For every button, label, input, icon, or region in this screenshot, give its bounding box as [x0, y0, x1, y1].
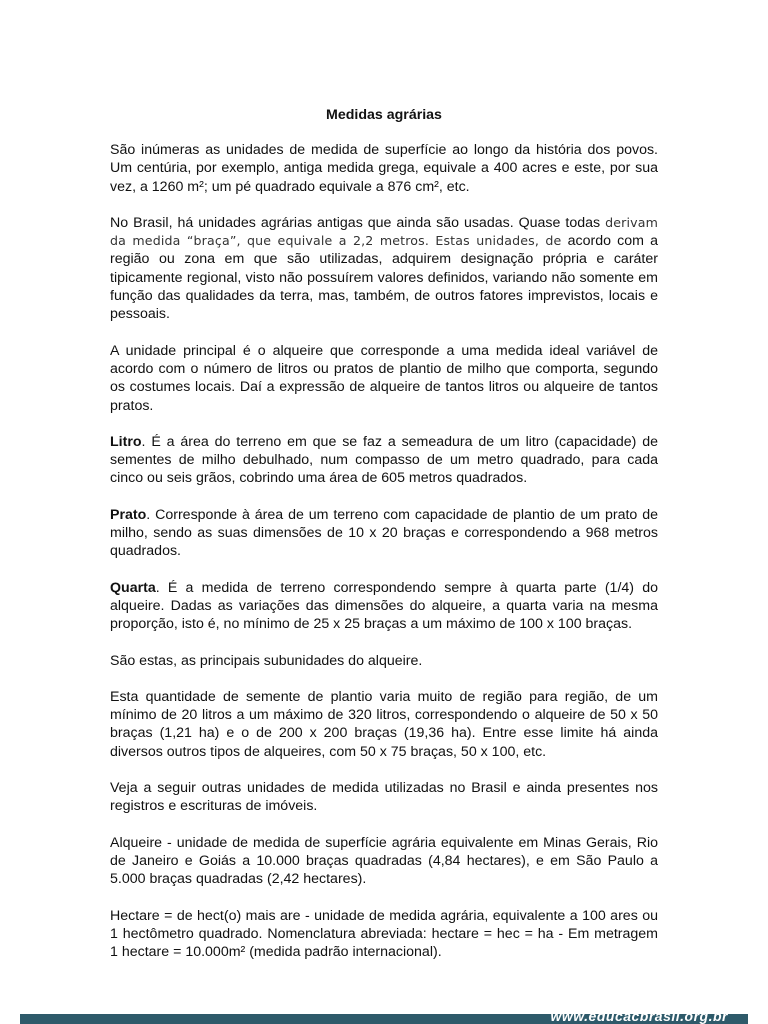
paragraph-brasil-part3: acordo com a região ou zona em que são utilizadas, adquirem designação própria e caráter tipicamente regional, visto não possuírem valores definidos, variando não somente em função das qualidades da terra, mas, também, de outros fatores imprevistos, locais e pessoais.	[110, 233, 658, 323]
paragraph-prato	[110, 506, 658, 561]
paragraph-brasil-part1: No Brasil, há unidades agrárias antigas que ainda são usadas. Quase todas	[110, 214, 601, 231]
definition-prato: . Corresponde à área de um terreno com capacidade de plantio de um prato de milho, sendo as suas dimensões de 10 x 20 braças e correspondendo a 968 metros quadrados.	[110, 506, 658, 560]
document-page	[110, 105, 658, 979]
paragraph-quarta	[110, 579, 658, 634]
term-quarta: Quarta	[110, 579, 156, 596]
paragraph-intro: São inúmeras as unidades de medida de superfície ao longo da história dos povos. Um centúria, por exemplo, antiga medida grega, equivale a 400 acres e este, por sua vez, a 1260 m²; um pé quadrado equivale a 876 cm², etc.	[110, 142, 658, 195]
footer-url[interactable]: www.educacbrasil.org.br	[550, 1008, 728, 1024]
paragraph-litro	[110, 433, 658, 488]
term-litro: Litro	[110, 433, 142, 450]
definition-quarta: . É a medida de terreno correspondendo sempre à quarta parte (1/4) do alqueire. Dadas as variações das dimensões do alqueire, a quarta varia na mesma proporção, isto é, no mínimo de 25 x 25 braças a um máximo de 100 x 100 braças.	[110, 579, 658, 633]
document-title: Medidas agrárias	[326, 107, 442, 123]
paragraph-subunidades: São estas, as principais subunidades do alqueire.	[110, 652, 423, 669]
paragraph-alqueire: A unidade principal é o alqueire que corresponde a uma medida ideal variável de acordo com o número de litros ou pratos de plantio de milho que comporta, segundo os costumes locais. Daí a expressão de alqueire de tantos litros ou alqueire de tantos pratos.	[110, 342, 658, 414]
paragraph-semente: Esta quantidade de semente de plantio varia muito de região para região, de um mínimo de 20 litros a um máximo de 320 litros, correspondendo o alqueire de 50 x 50 braças (1,21 ha) e o de 200 x 200 braças (19,36 ha). Entre esse limite há ainda diversos outros tipos de alqueires, com 50 x 75 braças, 50 x 100, etc.	[110, 688, 658, 760]
paragraph-hectare: Hectare = de hect(o) mais are - unidade de medida agrária, equivalente a 100 ares ou 1 hectômetro quadrado. Nomenclatura abreviada: hectare = hec = ha - Em metragem 1 hectare = 10.000m² (medida padrão internacional).	[110, 907, 658, 961]
term-prato: Prato	[110, 506, 147, 523]
paragraph-alqueire-def: Alqueire - unidade de medida de superfície agrária equivalente em Minas Gerais, Rio de Janeiro e Goiás a 10.000 braças quadradas (4,84 hectares), e em São Paulo a 5.000 braças quadradas (2,42 hectares).	[110, 834, 658, 888]
paragraph-brasil-part2: derivam da medida “braça”, que equivale a 2,2 metros. Estas unidades, de	[110, 214, 658, 249]
paragraph-brasil	[110, 214, 658, 324]
definition-litro: . É a área do terreno em que se faz a semeadura de um litro (capacidade) de sementes de milho debulhado, num compasso de um metro quadrado, para cada cinco ou seis grãos, cobrindo uma área de 605 metros quadrados.	[110, 433, 658, 487]
paragraph-veja: Veja a seguir outras unidades de medida utilizadas no Brasil e ainda presentes nos registros e escrituras de imóveis.	[110, 780, 658, 815]
